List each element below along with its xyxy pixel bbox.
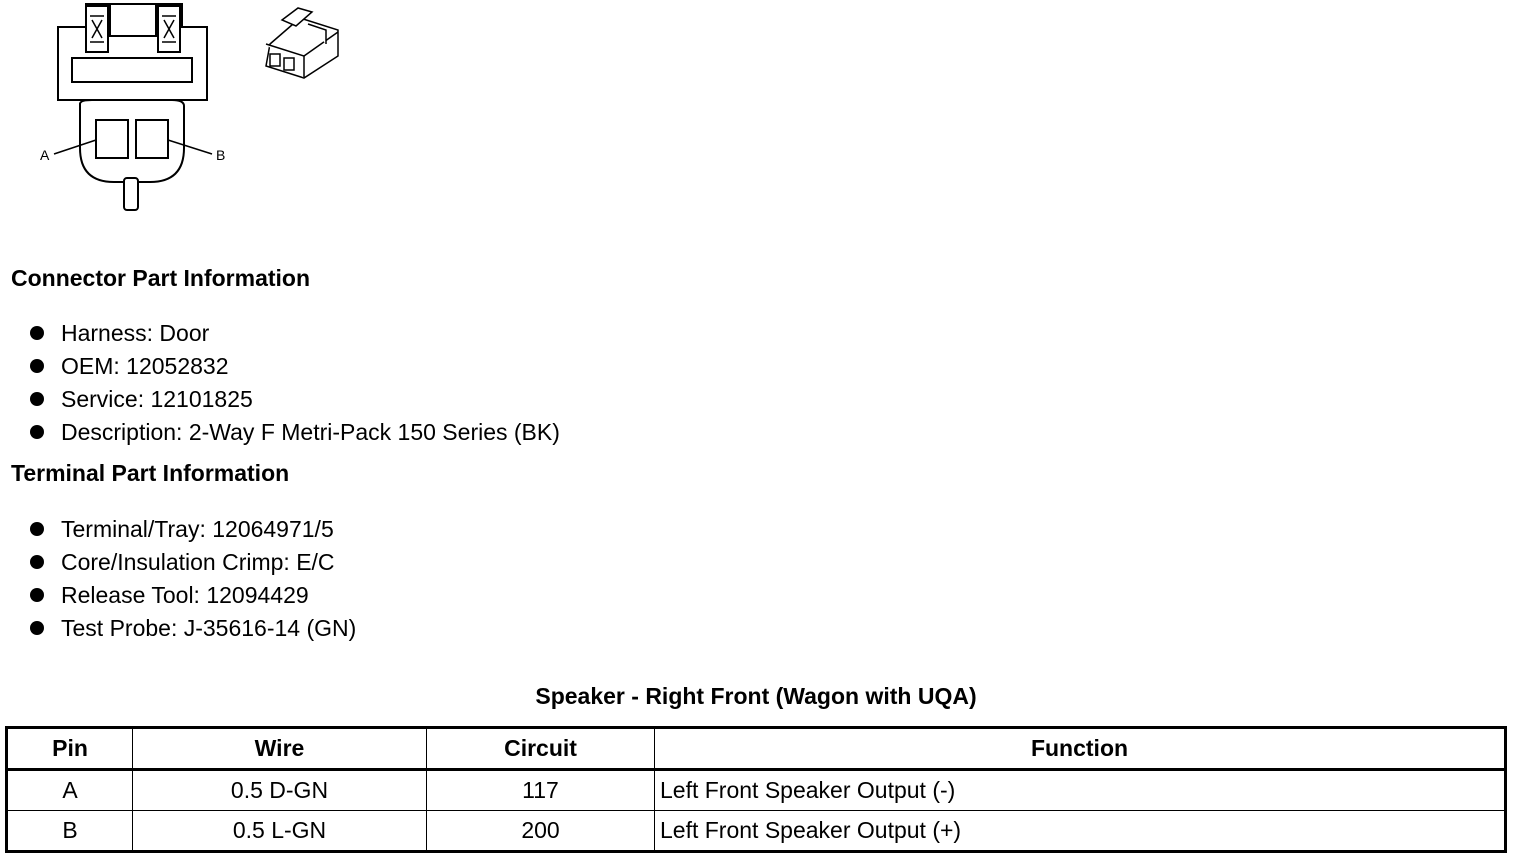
list-item: Service: 12101825: [28, 385, 560, 418]
list-item: Terminal/Tray: 12064971/5: [28, 515, 356, 548]
connector-diagram: [0, 0, 360, 220]
connector-part-info-list: [28, 319, 560, 451]
cell-circuit: 117: [427, 770, 655, 811]
list-item: Release Tool: 12094429: [28, 581, 356, 614]
table-row: [7, 811, 1506, 852]
table-row: [7, 770, 1506, 811]
cell-pin: B: [7, 811, 133, 852]
pin-a-label: A: [40, 147, 50, 163]
list-item: Core/Insulation Crimp: E/C: [28, 548, 356, 581]
column-header-circuit: Circuit: [427, 728, 655, 770]
table-header-row: [7, 728, 1506, 770]
list-item: Harness: Door: [28, 319, 560, 352]
connector-part-info-heading: Connector Part Information: [11, 265, 311, 291]
connector-isometric-icon: [266, 8, 338, 78]
terminal-part-info-list: [28, 515, 356, 647]
cell-pin: A: [7, 770, 133, 811]
list-item: Description: 2-Way F Metri-Pack 150 Series (BK): [28, 418, 560, 451]
cell-function: Left Front Speaker Output (+): [655, 811, 1506, 852]
pin-b-label: B: [216, 147, 226, 163]
list-item: Test Probe: J-35616-14 (GN): [28, 614, 356, 647]
pin-table: [5, 726, 1507, 853]
cell-wire: 0.5 L-GN: [133, 811, 427, 852]
column-header-wire: Wire: [133, 728, 427, 770]
pin-table-title: Speaker - Right Front (Wagon with UQA): [535, 683, 977, 709]
cell-function: Left Front Speaker Output (-): [655, 770, 1506, 811]
terminal-part-info-heading: Terminal Part Information: [11, 460, 290, 486]
column-header-function: Function: [655, 728, 1506, 770]
column-header-pin: Pin: [7, 728, 133, 770]
list-item: OEM: 12052832: [28, 352, 560, 385]
cell-circuit: 200: [427, 811, 655, 852]
connector-face-view: [54, 4, 212, 210]
cell-wire: 0.5 D-GN: [133, 770, 427, 811]
